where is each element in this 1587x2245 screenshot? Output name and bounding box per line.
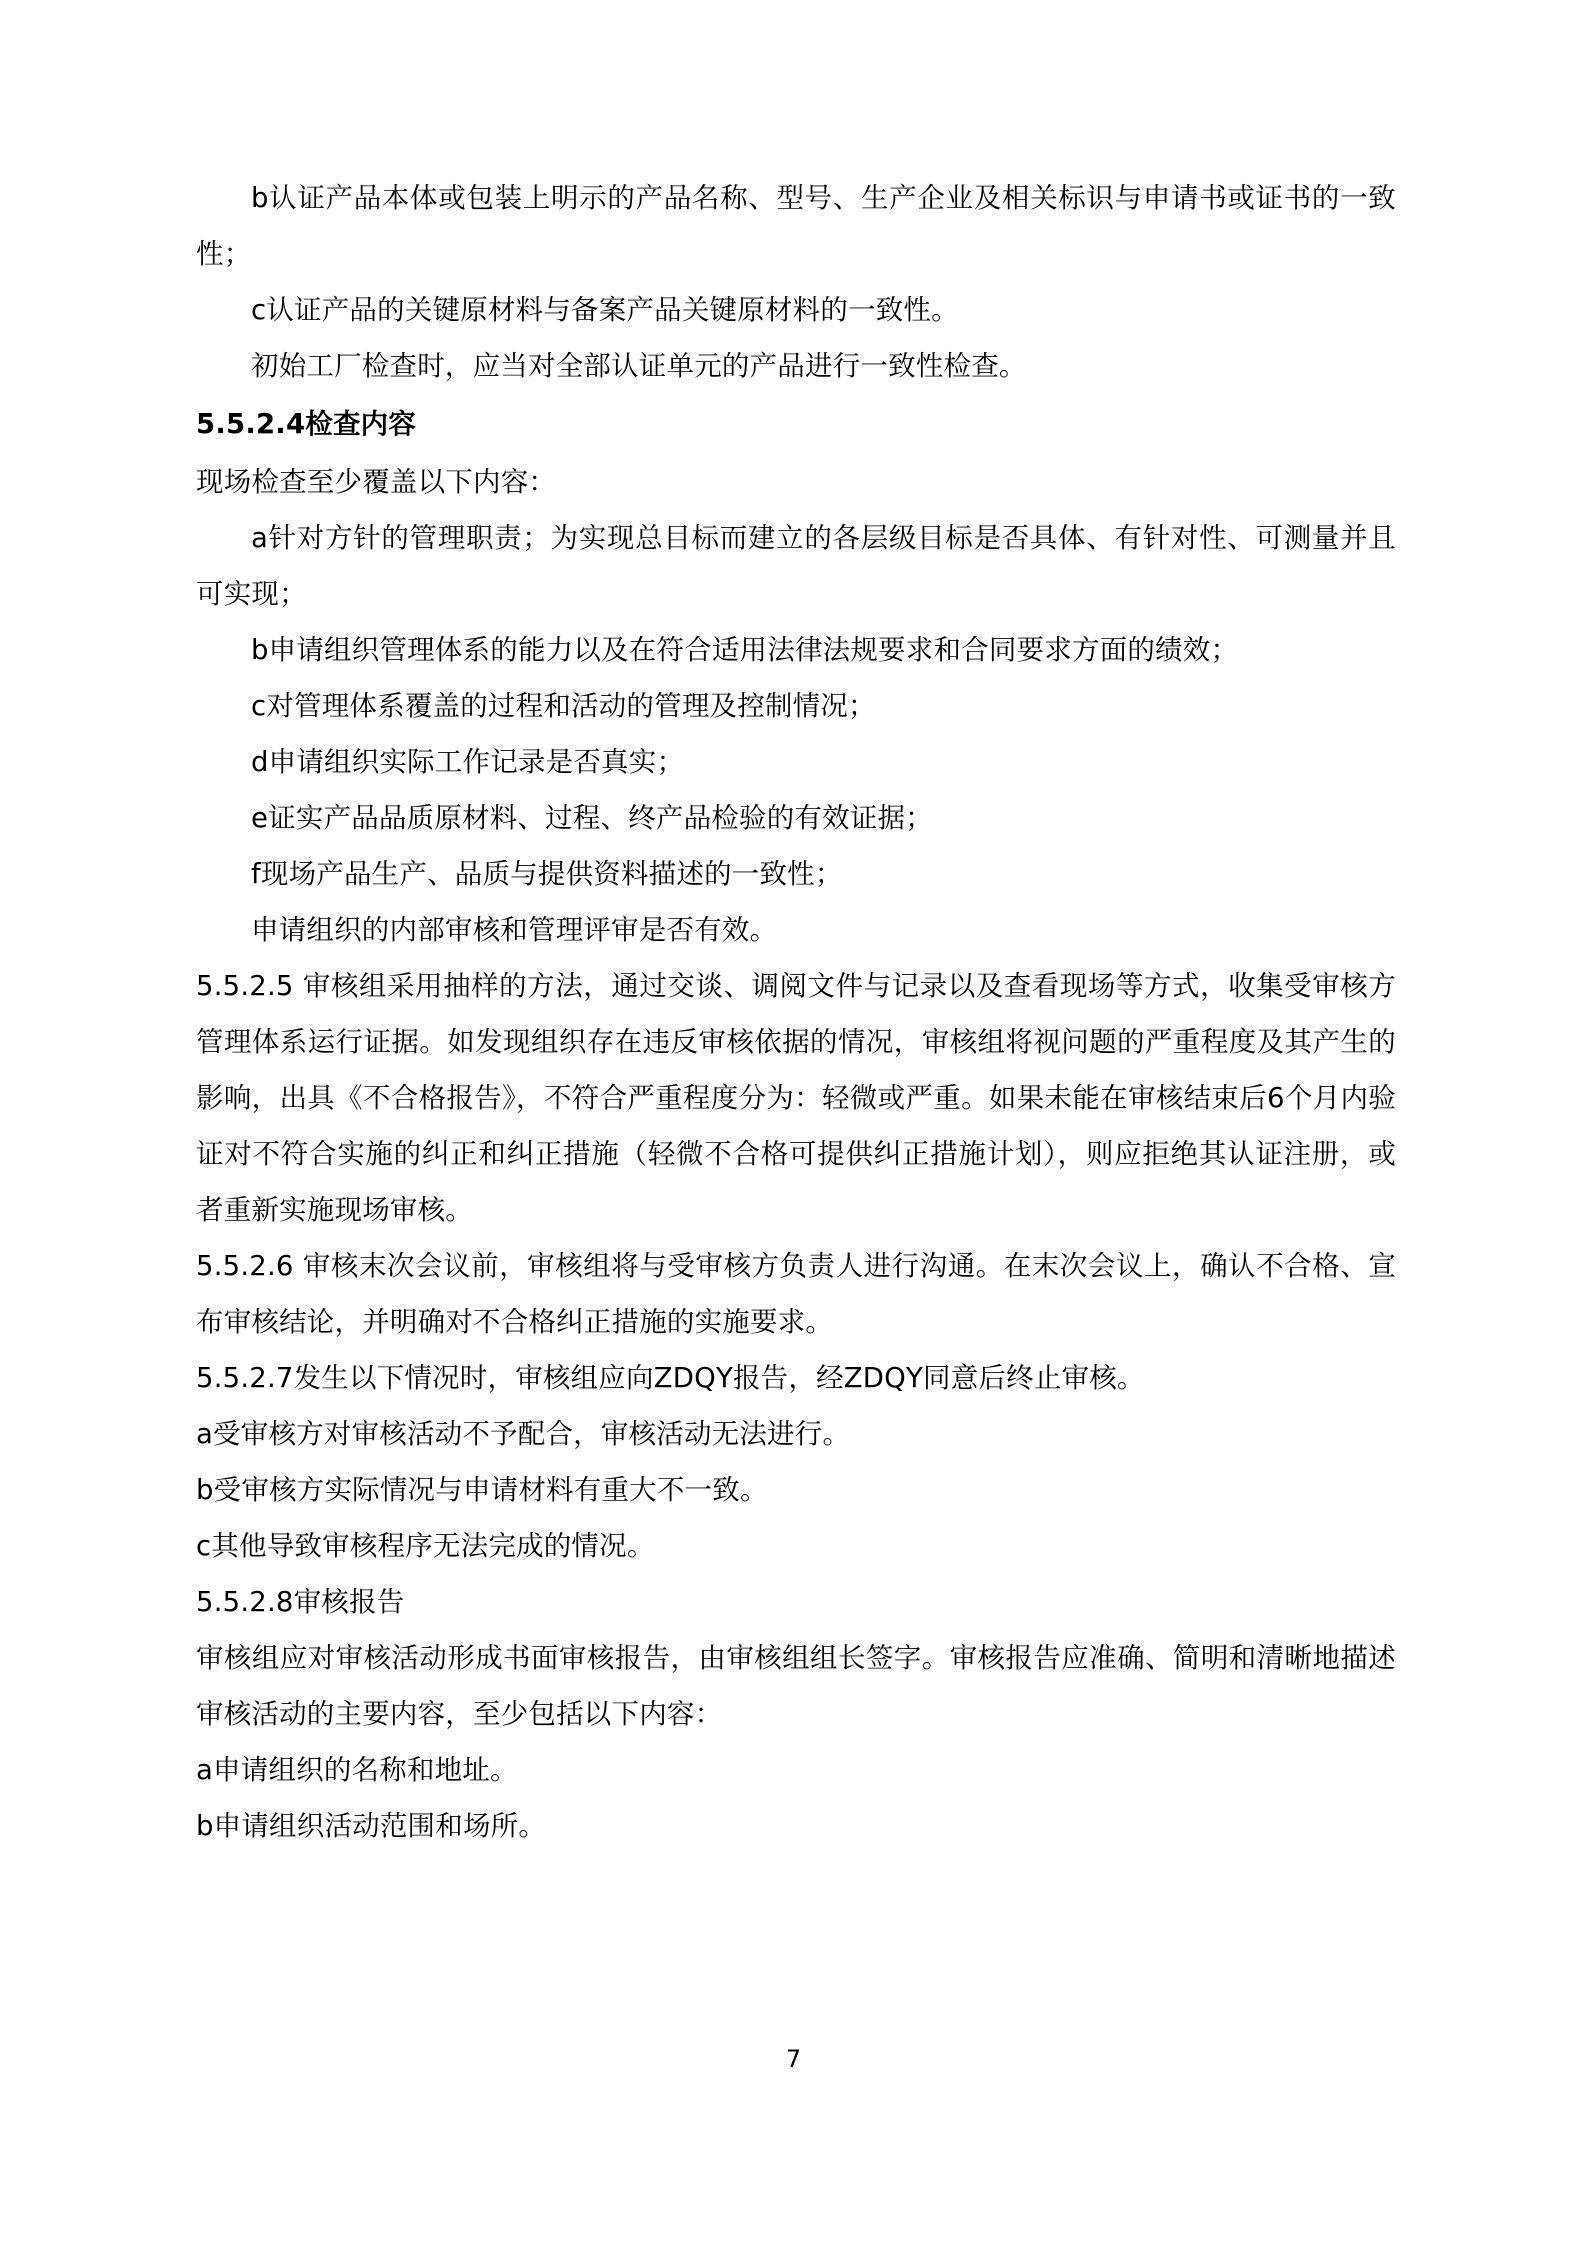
list-item-c-process-control: c对管理体系覆盖的过程和活动的管理及控制情况； — [251, 690, 876, 722]
list-item-a-management-duty: a针对方针的管理职责；为实现总目标而建立的各层级目标是否具体、有针对性、可测量并且可实现； — [196, 522, 1396, 610]
list-item-internal-audit: 申请组织的内部审核和管理评审是否有效。 — [251, 914, 778, 946]
paragraph-5-5-2-7: 5.5.2.7发生以下情况时，审核组应向ZDQY报告，经ZDQY同意后终止审核。 — [196, 1362, 1145, 1394]
paragraph-5-5-2-6: 5.5.2.6 审核末次会议前，审核组将与受审核方负责人进行沟通。在末次会议上，确认不合格、宣布审核结论，并明确对不合格纠正措施的实施要求。 — [196, 1250, 1396, 1338]
paragraph-8-item-a: a申请组织的名称和地址。 — [196, 1754, 518, 1786]
paragraph-8-item-b: b申请组织活动范围和场所。 — [196, 1810, 547, 1842]
paragraph-7-item-a: a受审核方对审核活动不予配合，审核活动无法进行。 — [196, 1418, 851, 1450]
page-number: 7 — [785, 2045, 802, 2073]
paragraph-7-item-b: b受审核方实际情况与申请材料有重大不一致。 — [196, 1474, 768, 1506]
paragraph-audit-report-body: 审核组应对审核活动形成书面审核报告，由审核组组长签字。审核报告应准确、简明和清晰地描述审核活动的主要内容，至少包括以下内容： — [196, 1642, 1396, 1730]
paragraph-7-item-c: c其他导致审核程序无法完成的情况。 — [196, 1530, 655, 1562]
list-item-e-evidence: e证实产品品质原材料、过程、终产品检验的有效证据； — [251, 802, 933, 834]
paragraph-b-consistency: b认证产品本体或包装上明示的产品名称、型号、生产企业及相关标识与申请书或证书的一致性； — [196, 182, 1396, 270]
paragraph-5-5-2-5: 5.5.2.5 审核组采用抽样的方法，通过交谈、调阅文件与记录以及查看现场等方式，收集受审核方管理体系运行证据。如发现组织存在违反审核依据的情况，审核组将视问题的严重程度及其产生的影响，出具《不合格报告》，不符合严重程度分为：轻微或严重。如果未能在审核结束后6个月内验证对不符合实施的纠正和纠正措施（轻微不合格可提供纠正措施计划），则应拒绝其认证注册，或者重新实施现场审核。 — [196, 970, 1396, 1226]
list-item-d-work-records: d申请组织实际工作记录是否真实； — [251, 746, 685, 778]
section-heading-5-5-2-4: 5.5.2.4检查内容 — [196, 408, 417, 440]
document-body — [196, 170, 1396, 1854]
list-item-f-onsite-consistency: f现场产品生产、品质与提供资料描述的一致性； — [251, 858, 843, 890]
section-heading-5-5-2-8: 5.5.2.8审核报告 — [196, 1586, 405, 1618]
paragraph-initial-factory-inspection: 初始工厂检查时，应当对全部认证单元的产品进行一致性检查。 — [251, 350, 1027, 382]
list-item-b-performance: b申请组织管理体系的能力以及在符合适用法律法规要求和合同要求方面的绩效； — [251, 634, 1239, 666]
paragraph-onsite-coverage: 现场检查至少覆盖以下内容： — [196, 466, 557, 498]
paragraph-c-raw-material: c认证产品的关键原材料与备案产品关键原材料的一致性。 — [251, 294, 959, 326]
